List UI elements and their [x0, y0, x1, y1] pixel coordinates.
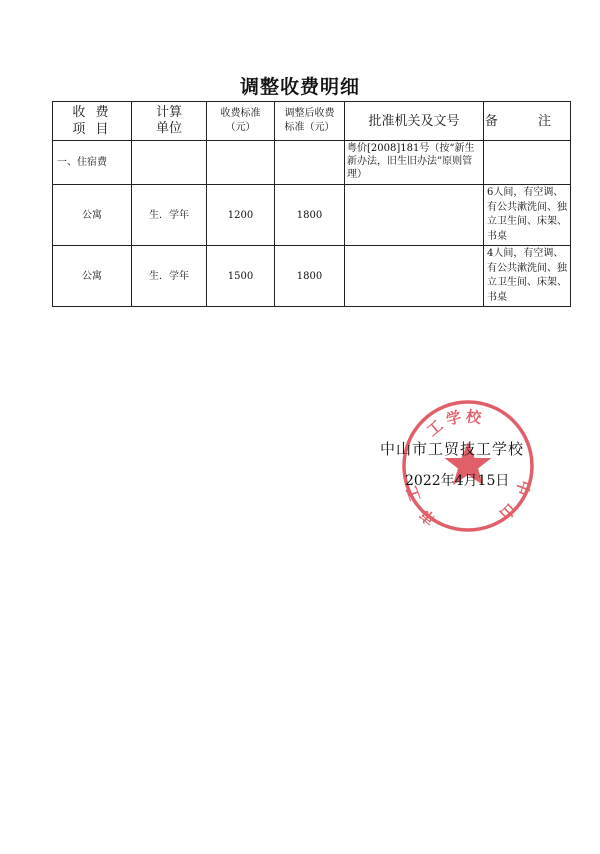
row-unit: 生．学年	[132, 246, 207, 307]
header-unit: 计算 单位	[132, 102, 207, 141]
svg-text:校: 校	[465, 407, 483, 428]
row-remark: 4人间，有空调、有公共漱洗间、独立卫生间、床架、书桌	[484, 246, 571, 307]
table-row	[53, 246, 571, 307]
row-item: 公寓	[53, 246, 132, 307]
svg-text:中: 中	[511, 477, 534, 498]
document-title: 调整收费明细	[239, 76, 360, 98]
section-approval: 粤价[2008]181号（按“新生新办法，旧生旧办法”原则管理）	[345, 141, 484, 185]
fee-table	[52, 101, 571, 307]
signature-organization: 中山市工贸技工学校	[380, 440, 525, 458]
header-adjusted-standard: 调整后收费 标准（元）	[275, 102, 345, 141]
official-seal-stamp	[398, 396, 538, 536]
section-row	[53, 141, 571, 185]
row-unit: 生．学年	[132, 185, 207, 246]
svg-text:工: 工	[402, 483, 425, 504]
row-item: 公寓	[53, 185, 132, 246]
table-row	[53, 185, 571, 246]
section-remark	[484, 141, 571, 185]
section-adjusted	[275, 141, 345, 185]
header-row	[53, 102, 571, 141]
svg-text:学: 学	[444, 407, 464, 429]
row-approval	[345, 246, 484, 307]
section-standard	[207, 141, 275, 185]
header-item: 收 费 项 目	[53, 102, 132, 141]
row-approval	[345, 185, 484, 246]
svg-text:山: 山	[495, 499, 520, 524]
header-approval: 批准机关及文号	[345, 102, 484, 141]
svg-text:工: 工	[423, 416, 447, 440]
header-remark: 备 注	[484, 102, 571, 141]
row-adjusted: 1800	[275, 185, 345, 246]
row-remark: 6人间，有空调、有公共漱洗间、独立卫生间、床架、书桌	[484, 185, 571, 246]
row-standard: 1200	[207, 185, 275, 246]
row-adjusted: 1800	[275, 246, 345, 307]
signature-date: 2022年4月15日	[405, 473, 510, 489]
svg-text:市: 市	[416, 505, 440, 529]
row-standard: 1500	[207, 246, 275, 307]
section-item: 一、住宿费	[53, 141, 132, 185]
header-standard: 收费标准 （元）	[207, 102, 275, 141]
section-unit	[132, 141, 207, 185]
